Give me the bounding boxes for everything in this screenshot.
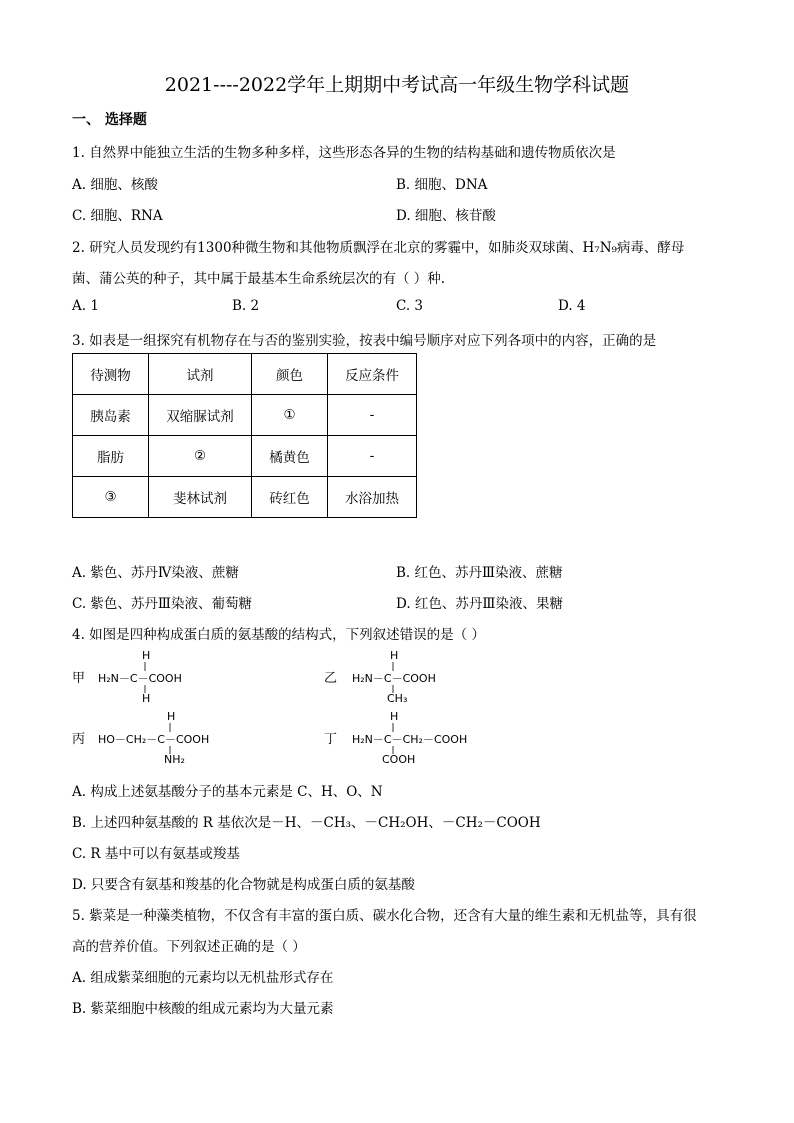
table-cell: - [328, 436, 417, 477]
question-5-stem-line2: 高的营养价值。下列叙述正确的是（ ） [72, 939, 306, 955]
q5-option-b: B. 紫菜细胞中核酸的组成元素均为大量元素 [72, 1001, 334, 1017]
table-cell: 斐林试剂 [149, 477, 252, 518]
q2-option-b: B. 2 [232, 298, 260, 314]
question-2-stem-line2: 菌、蒲公英的种子，其中属于最基本生命系统层次的有（ ）种. [72, 271, 446, 287]
q3-option-c: C. 紫色、苏丹Ⅲ染液、葡萄糖 [72, 596, 252, 612]
table-cell: 水浴加热 [328, 477, 417, 518]
table-cell: 胰岛素 [73, 395, 149, 436]
q1-option-b: B. 细胞、DNA [396, 177, 488, 193]
table-cell: 橘黄色 [252, 436, 328, 477]
q2-option-c: C. 3 [396, 298, 424, 314]
q4-option-c: C. R 基中可以有氨基或羧基 [72, 846, 240, 862]
q4-option-d: D. 只要含有氨基和羧基的化合物就是构成蛋白质的氨基酸 [72, 877, 415, 893]
q3-option-a: A. 紫色、苏丹Ⅳ染液、蔗糖 [72, 565, 239, 581]
question-1-stem: 1. 自然界中能独立生活的生物多种多样，这些形态各异的生物的结构基础和遗传物质依次是 [72, 145, 616, 161]
svg-text:H₂N－C－CH₂－COOH: H₂N－C－CH₂－COOH [352, 733, 468, 746]
q3-option-d: D. 红色、苏丹Ⅲ染液、果糖 [396, 596, 563, 612]
svg-text:H₂N－C－COOH: H₂N－C－COOH [98, 672, 182, 685]
svg-text:H: H [142, 692, 151, 705]
table-cell: 双缩脲试剂 [149, 395, 252, 436]
label-jia: 甲 [72, 671, 86, 686]
q3-option-b: B. 红色、苏丹Ⅲ染液、蔗糖 [396, 565, 563, 581]
question-5-stem-line1: 5. 紫菜是一种藻类植物，不仅含有丰富的蛋白质、碳水化合物，还含有大量的维生素和无机盐等，具有很 [72, 908, 697, 924]
svg-text:H: H [390, 649, 399, 662]
q1-option-c: C. 细胞、RNA [72, 208, 163, 224]
table-cell: - [328, 395, 417, 436]
label-bing: 丙 [72, 732, 86, 747]
svg-text:COOH: COOH [382, 753, 416, 766]
svg-text:H: H [167, 710, 176, 723]
q4-option-b: B. 上述四种氨基酸的 R 基依次是－H、－CH₃、－CH₂OH、－CH₂－COOH [72, 815, 541, 831]
question-4-stem: 4. 如图是四种构成蛋白质的氨基酸的结构式，下列叙述错误的是（ ） [72, 627, 485, 643]
svg-text:NH₂: NH₂ [164, 753, 185, 766]
q5-option-a: A. 组成紫菜细胞的元素均以无机盐形式存在 [72, 970, 334, 986]
q1-option-d: D. 细胞、核苷酸 [396, 208, 496, 224]
table-row [73, 477, 417, 518]
q1-option-a: A. 细胞、核酸 [72, 177, 158, 193]
svg-text:H: H [390, 710, 399, 723]
table-row [73, 436, 417, 477]
table-cell: ③ [73, 477, 149, 518]
question-3-stem: 3. 如表是一组探究有机物存在与否的鉴别实验，按表中编号顺序对应下列各项中的内容，正确的是 [72, 333, 657, 349]
svg-text:H: H [142, 649, 151, 662]
label-ding: 丁 [324, 732, 338, 747]
q4-option-a: A. 构成上述氨基酸分子的基本元素是 C、H、O、N [72, 784, 383, 800]
q2-option-a: A. 1 [72, 298, 99, 314]
svg-text:H₂N－C－COOH: H₂N－C－COOH [352, 672, 436, 685]
table-cell: 砖红色 [252, 477, 328, 518]
amino-acid-structures-right [320, 645, 490, 775]
table-cell: 待测物 [73, 354, 149, 395]
table-cell: 脂肪 [73, 436, 149, 477]
page-title: 2021----2022学年上期期中考试高一年级生物学科试题 [164, 74, 630, 96]
table-cell: 颜色 [252, 354, 328, 395]
table-cell: ① [252, 395, 328, 436]
table-row [73, 395, 417, 436]
reagent-table [72, 353, 417, 518]
table-cell: 反应条件 [328, 354, 417, 395]
svg-text:CH₃: CH₃ [387, 692, 408, 705]
table-row [73, 354, 417, 395]
table-cell: ② [149, 436, 252, 477]
label-yi: 乙 [324, 671, 338, 686]
section-heading: 一、 选择题 [72, 112, 147, 128]
svg-text:HO－CH₂－C－COOH: HO－CH₂－C－COOH [98, 733, 210, 746]
table-cell: 试剂 [149, 354, 252, 395]
q2-option-d: D. 4 [558, 298, 586, 314]
question-2-stem-line1: 2. 研究人员发现约有1300种微生物和其他物质飘浮在北京的雾霾中，如肺炎双球菌、H₇N₉病毒、酵母 [72, 240, 685, 256]
